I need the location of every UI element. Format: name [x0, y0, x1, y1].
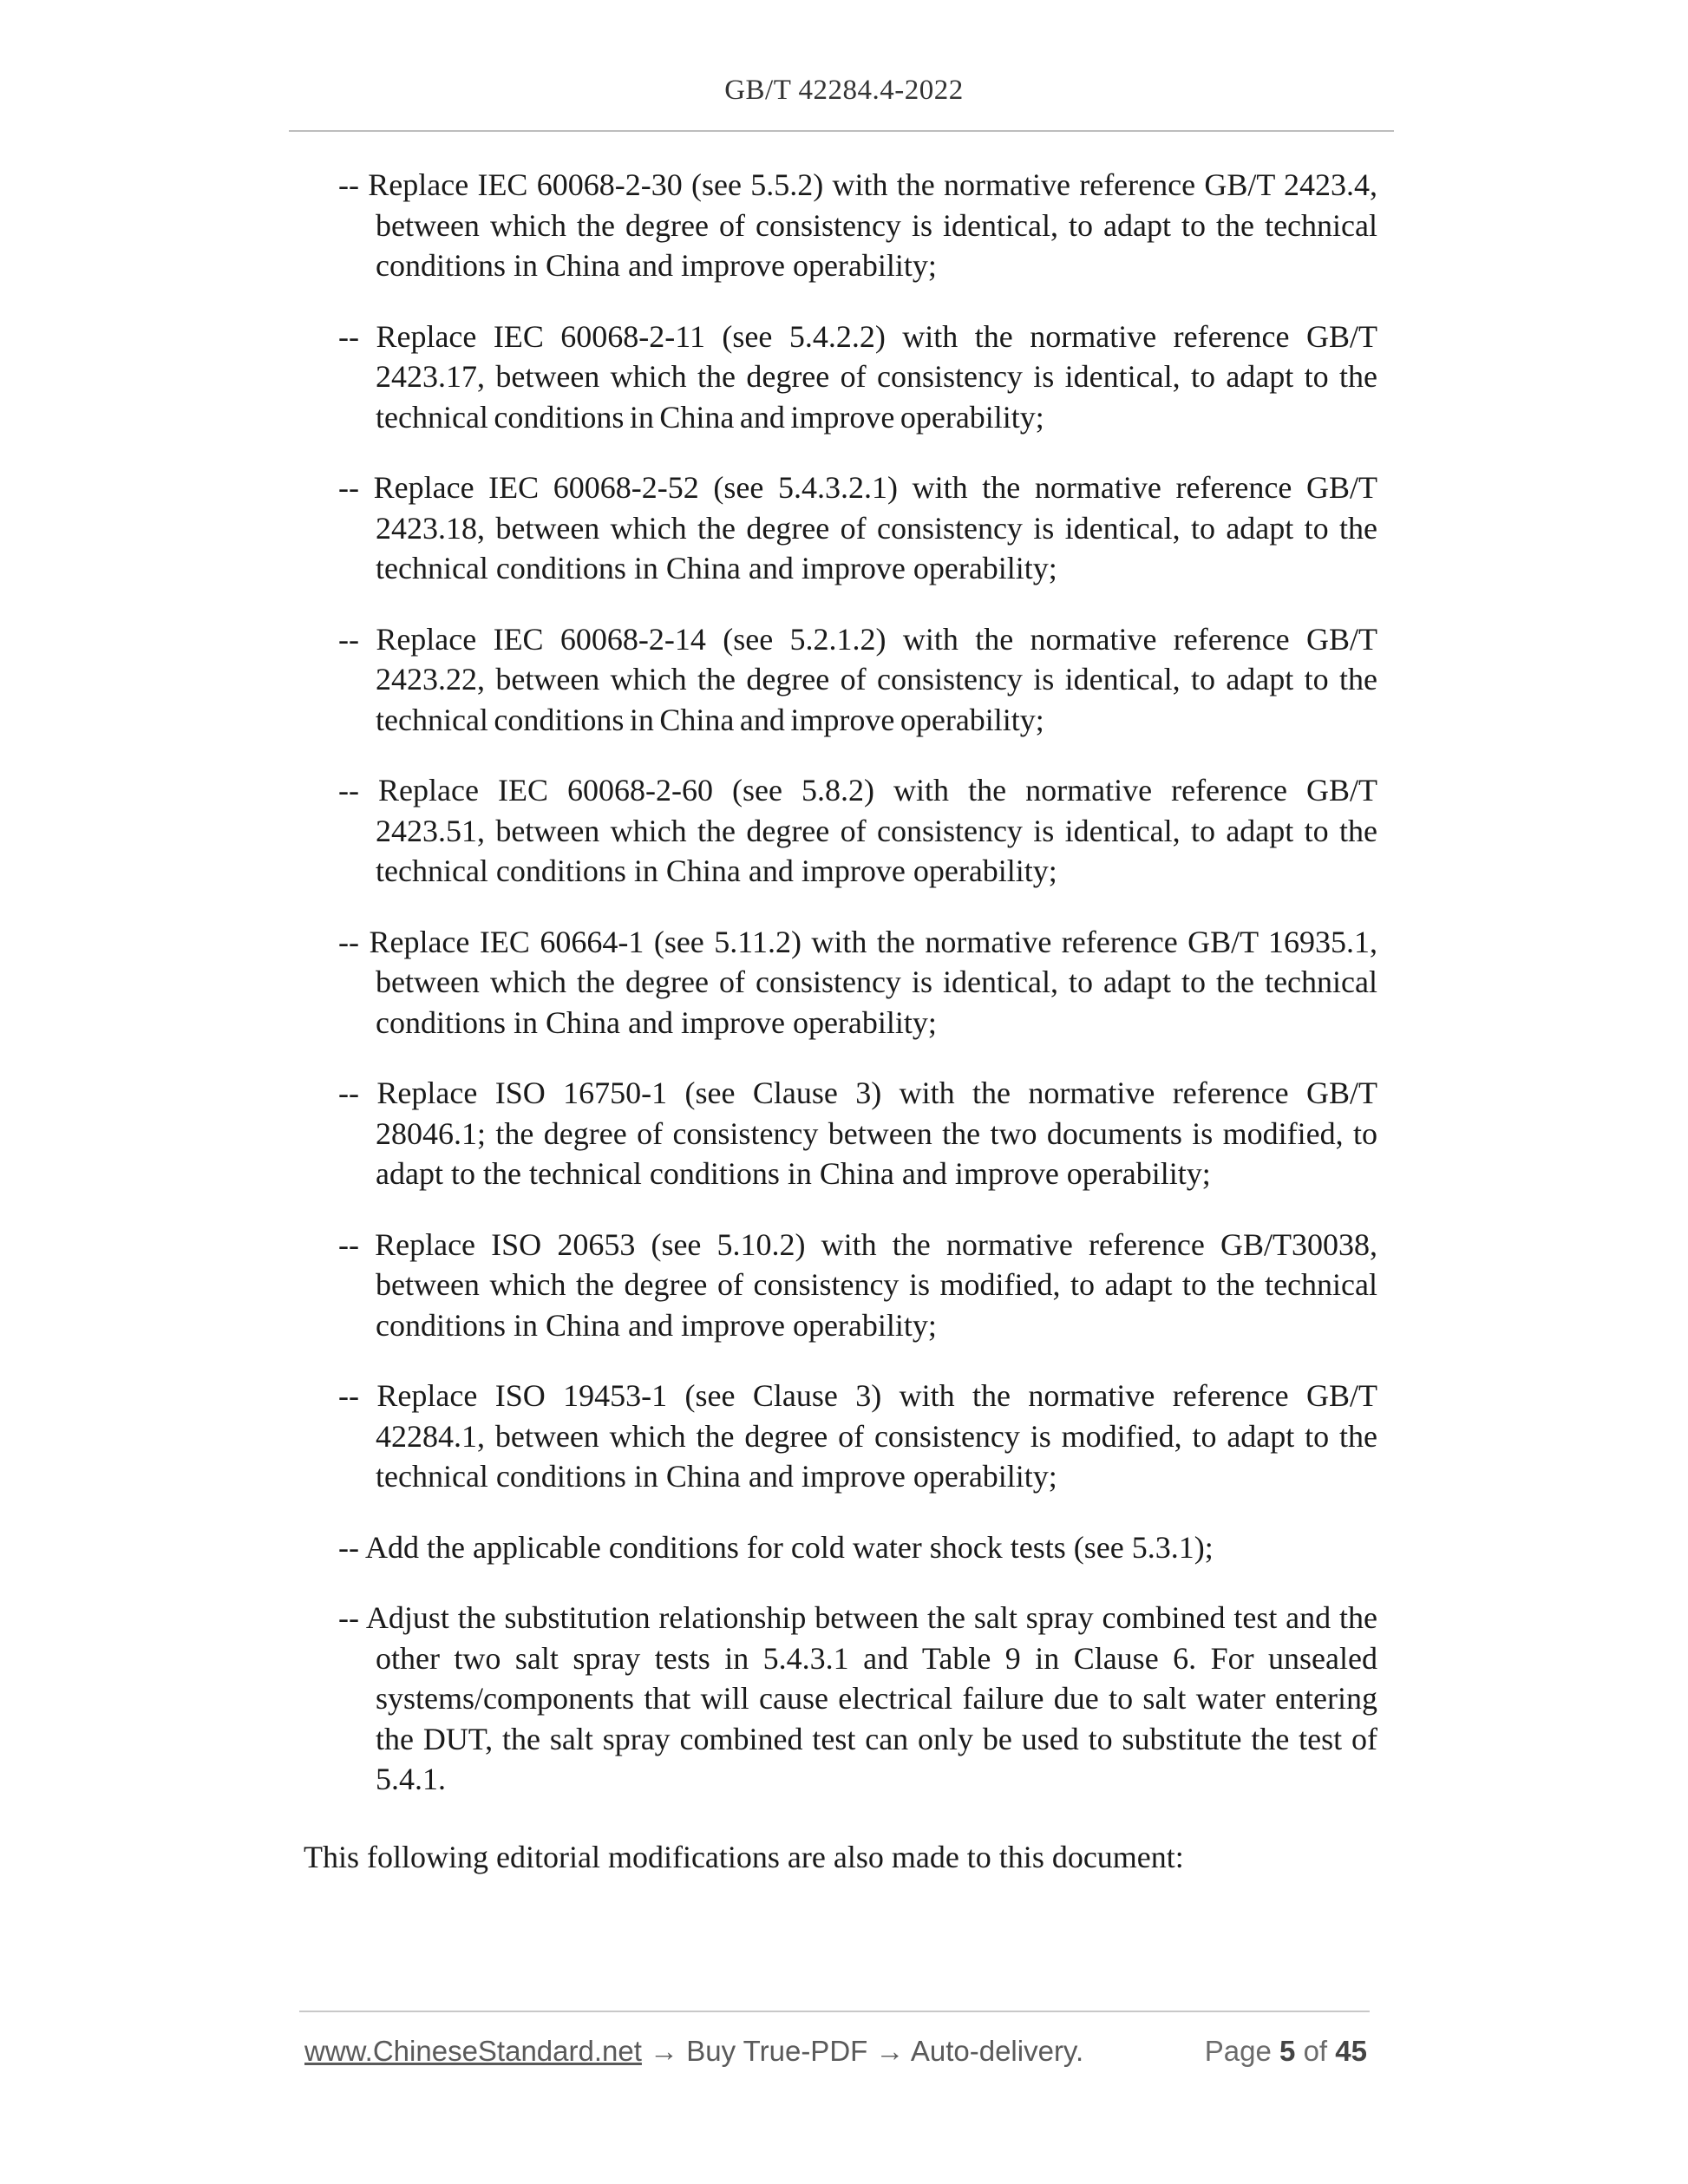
site-link[interactable]: www.ChineseStandard.net — [304, 2035, 642, 2067]
page-number: 5 — [1279, 2035, 1296, 2067]
list-item: -- Replace IEC 60068-2-14 (see 5.2.1.2) with the normative reference GB/T 2423.22, between which the degree of consistency is identical, to adapt to the technical conditions in China and improve operability; — [338, 621, 1377, 737]
list-item: -- Replace IEC 60068-2-60 (see 5.8.2) with the normative reference GB/T 2423.51, between which the degree of consistency is identical, to adapt to the technical conditions in China and improve operability; — [338, 773, 1377, 888]
list-item: -- Replace IEC 60664-1 (see 5.11.2) with the normative reference GB/T 16935.1, between which the degree of consistency is identical, to adapt to the technical conditions in China and improve operability; — [338, 924, 1377, 1040]
delivery-text: Auto-delivery. — [910, 2035, 1084, 2067]
arrow-right-icon: → — [875, 2035, 905, 2067]
list-item: -- Add the applicable conditions for cold water shock tests (see 5.3.1); — [338, 1529, 1214, 1565]
list-item: -- Replace IEC 60068-2-30 (see 5.5.2) with the normative reference GB/T 2423.4, between which the degree of consistency is identical, to adapt to the technical conditions in China and improve operability; — [338, 167, 1377, 283]
header-divider — [289, 130, 1394, 132]
page-header — [0, 75, 1688, 107]
list-item: -- Replace ISO 16750-1 (see Clause 3) with the normative reference GB/T 28046.1; the degree of consistency between the two documents is modified, to adapt to the technical conditions in China and improve operability; — [338, 1076, 1377, 1191]
list-item: -- Replace IEC 60068-2-52 (see 5.4.3.2.1) with the normative reference GB/T 2423.18, between which the degree of consistency is identical, to adapt to the technical conditions in China and improve operability; — [338, 470, 1377, 585]
list-item: -- Adjust the substitution relationship between the salt spray combined test and the other two salt spray tests in 5.4.3.1 and Table 9 in Clause 6. For unsealed systems/components that will cause electrical failure due to salt water entering the DUT, the salt spray combined test can only be used to substitute the test of 5.4.1. — [338, 1600, 1377, 1796]
arrow-right-icon: → — [650, 2035, 679, 2067]
page-indicator — [1205, 2035, 1367, 2068]
page-label: Page — [1204, 2035, 1272, 2067]
list-item: -- Replace ISO 20653 (see 5.10.2) with the normative reference GB/T30038, between which the degree of consistency is modified, to adapt to the technical conditions in China and improve operability; — [338, 1226, 1377, 1343]
total-pages: 45 — [1335, 2035, 1367, 2067]
document-body — [338, 165, 1377, 1830]
buy-text: Buy True-PDF — [686, 2035, 868, 2067]
list-item: -- Replace ISO 19453-1 (see Clause 3) with the normative reference GB/T 42284.1, between which the degree of consistency is modified, to adapt to the technical conditions in China and improve operability; — [338, 1378, 1377, 1494]
of-label: of — [1303, 2035, 1328, 2067]
footer-divider — [299, 2011, 1370, 2012]
closing-paragraph: This following editorial modifications are also made to this document: — [304, 1840, 1184, 1874]
standard-number: GB/T 42284.4-2022 — [724, 75, 964, 106]
footer-promo — [304, 2035, 1083, 2068]
list-item: -- Replace IEC 60068-2-11 (see 5.4.2.2) with the normative reference GB/T 2423.17, between which the degree of consistency is identical, to adapt to the technical conditions in China and improve operability; — [338, 318, 1377, 435]
